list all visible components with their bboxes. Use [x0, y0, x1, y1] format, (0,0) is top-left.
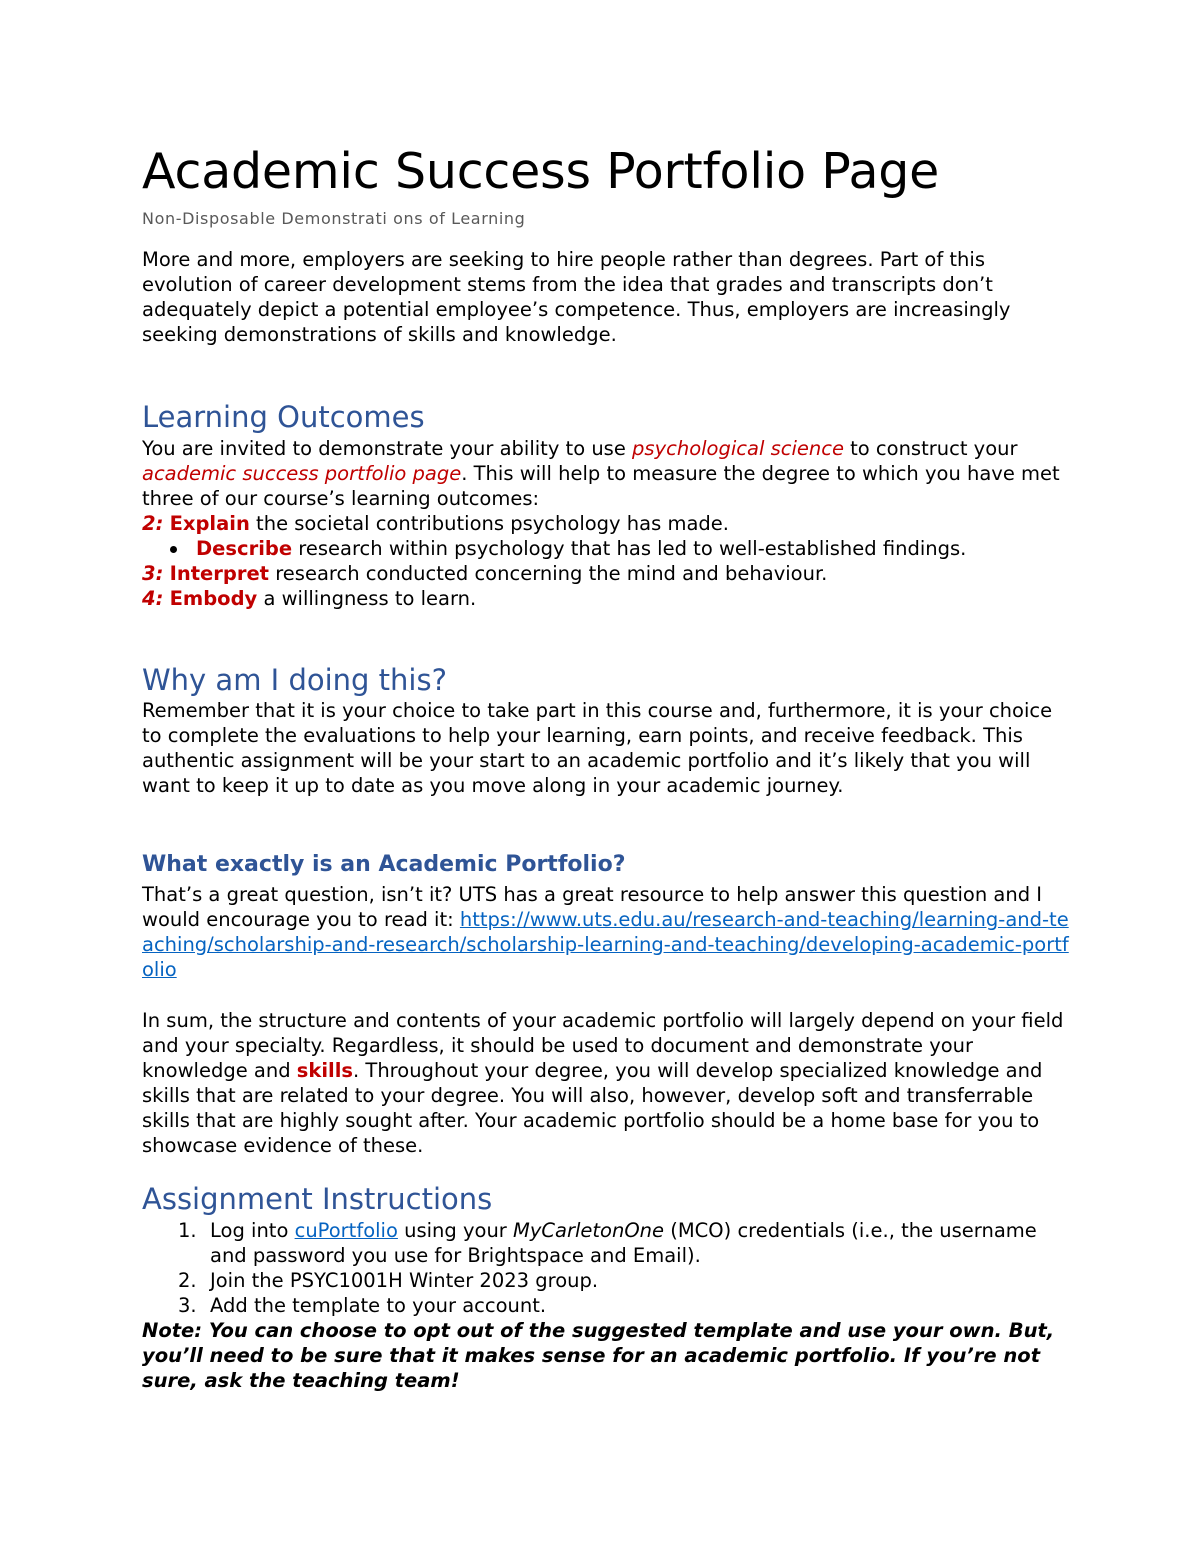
intro-text: More and more, employers are seeking to hire people rather than degrees. Part of this evolution of career development stems from the idea that grades and transcripts don’t adequately depict a potential employee’s competence. Thus, employers are increasingly seeking demonstrations of skills and knowledge. — [142, 248, 1011, 346]
step-text: Add the template to your account. — [210, 1294, 547, 1317]
page-subtitle: Non-Disposable Demonstrati ons of Learning — [142, 209, 526, 228]
step-text: Join the PSYC1001H Winter 2023 group. — [210, 1269, 599, 1292]
outcome-number: 2: — [142, 512, 164, 535]
why-section — [142, 698, 1072, 798]
mycarletonone-emphasis: MyCarletonOne — [513, 1219, 665, 1242]
lo-text-mid: to construct your — [843, 437, 1018, 460]
assignment-note: Note: You can choose to opt out of the suggested template and use your own. But, you’ll need to be sure that it makes sense for an academic portfolio. If you’re not sure, ask the teaching team! — [142, 1319, 1055, 1392]
step-number: 1. — [178, 1219, 197, 1242]
why-heading: Why am I doing this? — [142, 663, 447, 697]
outcome-bullet — [142, 536, 1072, 561]
lo-text-end: . This will help to measure the degree to which you have met three of our course’s learning outcomes: — [142, 462, 1060, 510]
outcome-item-3 — [142, 561, 1072, 586]
outcome-verb: Describe — [196, 537, 293, 560]
step-2 — [142, 1268, 1072, 1293]
what-text-start: That’s a great question, isn’t it? UTS has a great resource to help answer this question and I would encourage you to read it: — [142, 883, 1043, 931]
lo-text-start: You are invited to demonstrate your ability to use — [142, 437, 633, 460]
step-number: 3. — [178, 1294, 197, 1317]
why-text: Remember that it is your choice to take part in this course and, furthermore, it is your choice to complete the evaluations to help your learning, earn points, and receive feedback. This authentic assignment will be your start to an academic portfolio and it’s likely that you will want to keep it up to date as you move along in your academic journey. — [142, 699, 1053, 797]
skills-emphasis: skills — [296, 1059, 354, 1082]
learning-outcomes-intro — [142, 436, 1072, 511]
step-text: using your — [397, 1219, 514, 1242]
bullet-icon — [170, 546, 177, 553]
emphasis-psychological-science: psychological science — [632, 437, 844, 460]
outcome-text: research within psychology that has led to well-established findings. — [292, 537, 967, 560]
summary-end: . Throughout your degree, you will develop specialized knowledge and skills that are related to your degree. You will also, however, develop soft and transferrable skills that are highly sought after. Your academic portfolio should be a home base for you to showcase evidence of these. — [142, 1059, 1043, 1157]
step-3 — [142, 1293, 1072, 1318]
uts-portfolio-link[interactable]: https://www.uts.edu.au/research-and-teaching/learning-and-teaching/scholarship-and-research/scholarship-learning-and-teaching/developing-academic-portfolio — [142, 908, 1069, 981]
outcome-verb: Embody — [169, 587, 258, 610]
what-heading: What exactly is an Academic Portfolio? — [142, 852, 626, 877]
step-number: 2. — [178, 1269, 197, 1292]
learning-outcomes-section — [142, 436, 1072, 611]
intro-paragraph — [142, 247, 1072, 347]
outcome-verb: Explain — [169, 512, 250, 535]
outcome-text: research conducted concerning the mind and behaviour. — [269, 562, 828, 585]
outcome-text: the societal contributions psychology has made. — [249, 512, 729, 535]
outcome-number: 4: — [142, 587, 164, 610]
learning-outcomes-heading: Learning Outcomes — [142, 400, 425, 434]
summary-section — [142, 1008, 1072, 1158]
assignment-heading: Assignment Instructions — [142, 1182, 493, 1216]
step-1 — [142, 1218, 1072, 1268]
outcome-number: 3: — [142, 562, 164, 585]
outcome-verb: Interpret — [169, 562, 270, 585]
summary-text — [142, 1008, 1072, 1158]
cuportfolio-link[interactable]: cuPortfolio — [294, 1219, 398, 1242]
what-section — [142, 882, 1072, 982]
outcome-item-4 — [142, 586, 1072, 611]
summary-start: In sum, the structure and contents of your academic portfolio will largely depend on your field and your specialty. Regardless, it should be used to document and demonstrate your knowledge and — [142, 1009, 1064, 1082]
what-text — [142, 882, 1072, 982]
step-text: Log into — [210, 1219, 295, 1242]
outcome-text: a willingness to learn. — [257, 587, 477, 610]
emphasis-portfolio-page: academic success portfolio page — [142, 462, 462, 485]
assignment-section — [142, 1218, 1072, 1393]
outcome-item-2 — [142, 511, 1072, 536]
page-title: Academic Success Portfolio Page — [142, 143, 940, 200]
step-text: (MCO) credentials (i.e., the username and password you use for Brightspace and Email). — [210, 1219, 1037, 1267]
